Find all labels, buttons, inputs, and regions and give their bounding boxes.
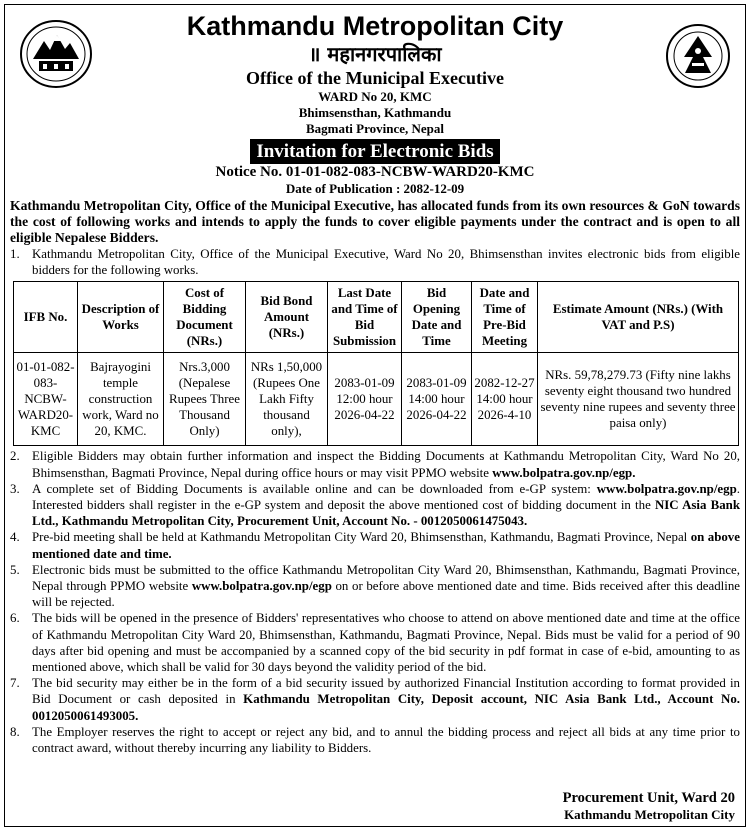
description-cell: Bajrayogini temple construction work, Ward no 20, KMC. [78, 353, 164, 446]
clause-number: 6. [10, 611, 20, 626]
office-title: Office of the Municipal Executive [246, 68, 504, 88]
document-cost-cell: Nrs.3,000 (Nepalese Rupees Three Thousand Only) [164, 353, 246, 446]
signature-block [563, 790, 735, 822]
ifb-number-cell: 01-01-082-083-NCBW-WARD20-KMC [14, 353, 78, 446]
column-header: Estimate Amount (NRs.) (With VAT and P.S) [538, 282, 739, 353]
website-link[interactable]: www.bolpatra.gov.np/egp [596, 481, 737, 496]
website-link[interactable]: www.bolpatra.gov.np/egp. [492, 465, 636, 480]
column-header: Cost of Bidding Document (NRs.) [164, 282, 246, 353]
clause-text: Kathmandu Metropolitan City, Office of the Municipal Executive, Ward No 20, Bhimsensthan invites electronic bids from eligible bidders for the following works. [32, 247, 740, 278]
city-title-devanagari: ॥ महानगरपालिका [308, 42, 442, 66]
clause-number: 5. [10, 562, 20, 577]
clause-4 [10, 529, 740, 561]
table-header-row [14, 282, 739, 353]
prebid-date-cell: 2082-12-27 14:00 hour 2026-4-10 [472, 353, 538, 446]
nepal-government-emblem-icon [665, 23, 731, 89]
publication-date: Date of Publication : 2082-12-09 [285, 181, 465, 196]
clause-text: on or before above mentioned date and time. Bids received after this deadline will be rejected. [32, 579, 740, 610]
location-line: Bhimsensthan, Kathmandu [298, 105, 452, 120]
column-header: Bid Opening Date and Time [402, 282, 472, 353]
clause-number: 2. [10, 449, 20, 464]
website-link[interactable]: www.bolpatra.gov.np/egp [191, 579, 332, 594]
issuing-authority: Kathmandu Metropolitan City [564, 807, 735, 822]
column-header: Bid Bond Amount (NRs.) [246, 282, 328, 353]
clause-text: A complete set of Bidding Documents is available online and can be downloaded from e-GP system: [32, 481, 597, 496]
column-header: Description of Works [78, 282, 164, 353]
bid-bond-cell: NRs 1,50,000 (Rupees One Lakh Fifty thousand only), [246, 353, 328, 446]
clause-2 [10, 448, 740, 480]
kmc-emblem-icon [19, 19, 93, 89]
notice-number: Notice No. 01-01-082-083-NCBW-WARD20-KMC [215, 164, 535, 180]
ward-line: WARD No 20, KMC [318, 89, 432, 104]
clause-8 [10, 724, 740, 756]
clause-number: 1. [10, 247, 20, 261]
clause-number: 3. [10, 481, 20, 496]
clause-emphasis: on above mentioned date and time. [32, 530, 740, 561]
clause-text: Pre-bid meeting shall be held at Kathmandu Metropolitan City Ward 20, Bhimsensthan, Kathmandu, Bagmati Province, Nepal [32, 530, 691, 545]
clause-text: The bid security may either be in the form of a bid security issued by authorized Financial Institution according to format provided in Bid Document or cash deposited in [32, 676, 740, 707]
column-header: IFB No. [14, 282, 78, 353]
clause-text: Electronic bids must be submitted to the office Kathmandu Metropolitan City Ward 20, Bhimsensthan, Kathmandu, Bagmati Province, Nepal through PPMO website [32, 562, 740, 594]
bid-table [13, 281, 739, 446]
clause-text: . Interested bidders shall register in the e-GP system and deposit the above mentioned cost of bidding document in the [32, 481, 740, 513]
clause-1 [10, 246, 740, 278]
clause-number: 8. [10, 724, 20, 739]
opening-date-cell: 2083-01-09 14:00 hour 2026-04-22 [402, 353, 472, 446]
clause-7 [10, 675, 740, 724]
submission-date-cell: 2083-01-09 12:00 hour 2026-04-22 [328, 353, 402, 446]
clause-text: The Employer reserves the right to accept or reject any bid, and to annul the bidding process and reject all bids at any time prior to contract award, without thereby incurring any liability to Bidders. [32, 724, 740, 756]
column-header: Last Date and Time of Bid Submission [328, 282, 402, 353]
clause-number: 4. [10, 530, 20, 545]
clause-number: 7. [10, 676, 20, 691]
clause-text: The bids will be opened in the presence of Bidders' representatives who choose to attend on above mentioned date and time at the office of Kathmandu Metropolitan City Ward 20, Bhimsensthan, Kathmandu, Bagmati Province, Nepal. Bids must be valid for a period of 90 days after bid opening and must be accompanied by a scanned copy of the bid security in pdf format in case of e-bid, amounting to as mentioned above, which shall be valid for 30 days beyond the validity period of the bid. [32, 611, 740, 675]
notice-page [4, 4, 746, 827]
clause-6 [10, 610, 740, 675]
clause-text: Eligible Bidders may obtain further information and inspect the Bidding Documents at Kathmandu Metropolitan City, Ward No 20, Bhimsensthan, Bagmati Province, Nepal during office hours or may visit PPMO website [32, 449, 740, 480]
deposit-account: Kathmandu Metropolitan City, Deposit account, NIC Asia Bank Ltd., Account No. 0012050061493005. [32, 692, 740, 723]
intro-paragraph: Kathmandu Metropolitan City, Office of the Municipal Executive, has allocated funds from its own resources & GoN towards the cost of following works and intends to apply the funds to cover eligible payments under the contract and is open to all eligible Nepalese Bidders. [10, 198, 740, 245]
city-title: Kathmandu Metropolitan City [186, 11, 564, 41]
province-line: Bagmati Province, Nepal [305, 121, 445, 136]
estimate-amount-cell: NRs. 59,78,279.73 (Fifty nine lakhs seventy eight thousand two hundred seventy nine rupees and seventy three paisa only) [538, 353, 739, 446]
bank-account: NIC Asia Bank Ltd., Kathmandu Metropolitan City, Procurement Unit, Account No. - 0012050061475043. [32, 498, 740, 529]
clause-5 [10, 562, 740, 611]
page-title: Invitation for Electronic Bids [250, 139, 499, 164]
column-header: Date and Time of Pre-Bid Meeting [472, 282, 538, 353]
table-row [14, 353, 739, 446]
clause-3 [10, 481, 740, 530]
procurement-unit: Procurement Unit, Ward 20 [562, 790, 735, 806]
